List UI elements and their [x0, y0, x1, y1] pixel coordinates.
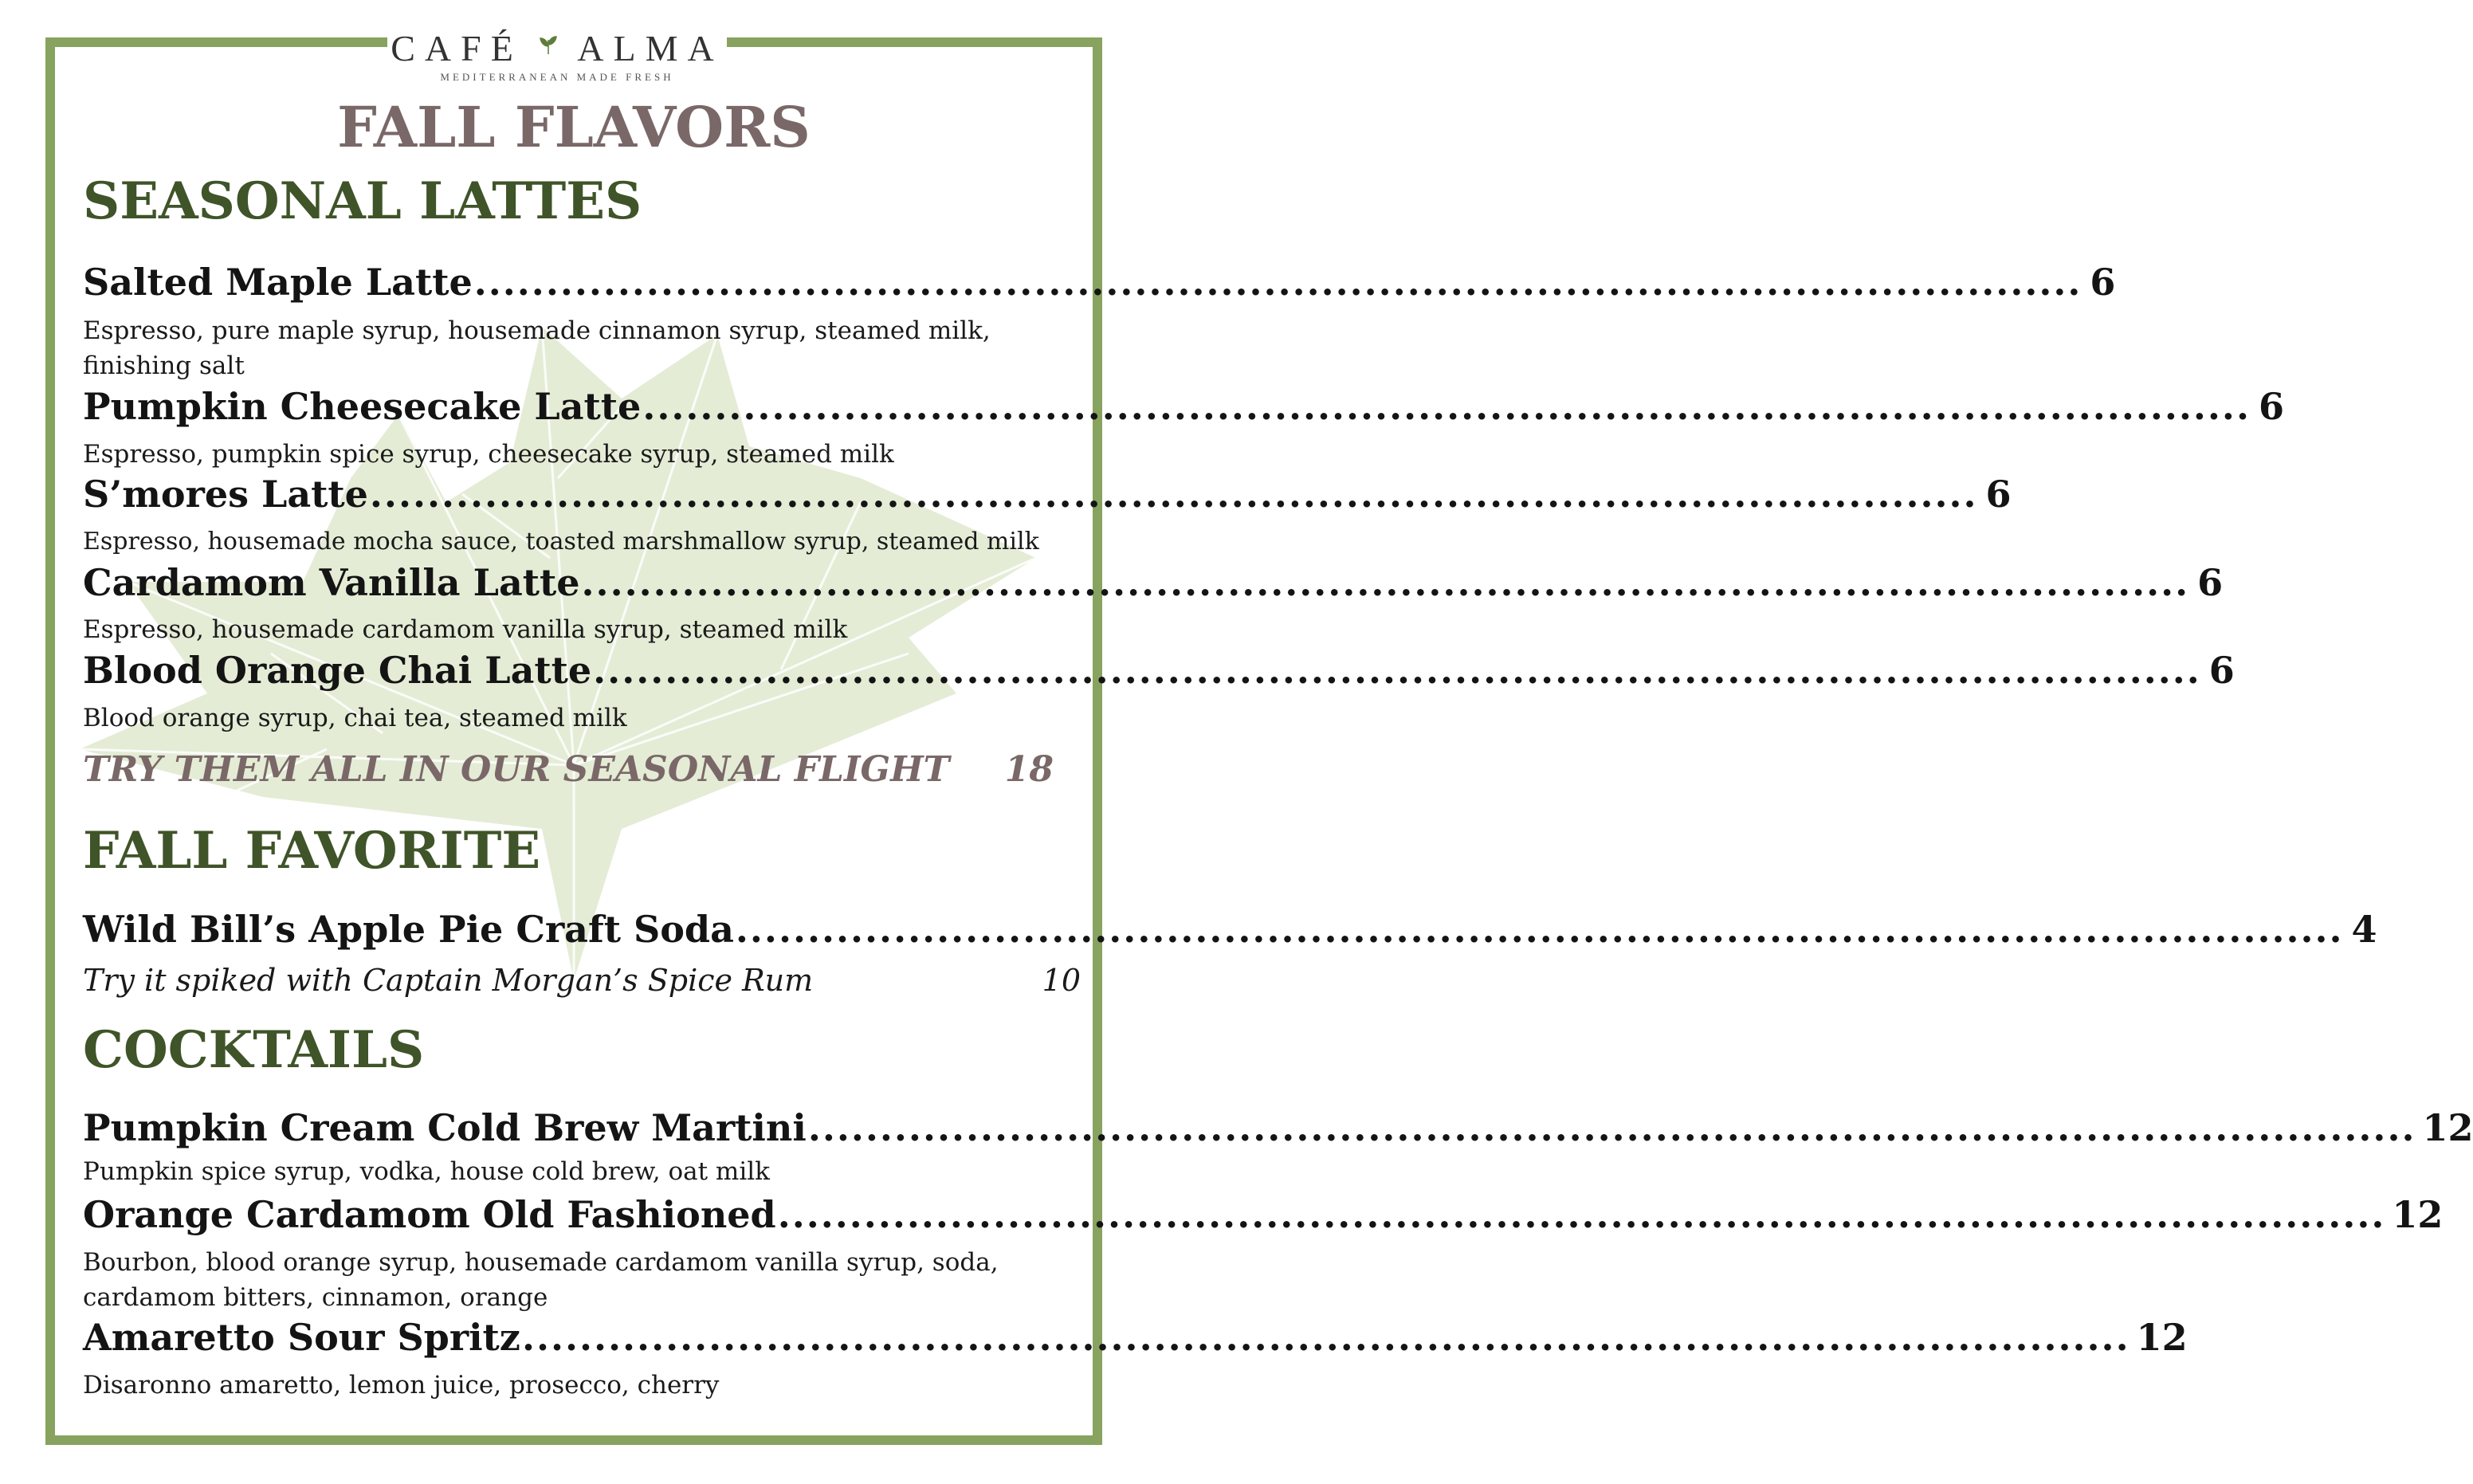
item-description: Bourbon, blood orange syrup, housemade cardamom vanilla syrup, soda, cardamom bitters, cinnamon, orange: [83, 1248, 999, 1312]
menu-item-blood-orange-chai-latte: [83, 648, 2235, 693]
item-name: Salted Maple Latte: [83, 261, 473, 304]
menu-item-pumpkin-cream-martini: [83, 1105, 2473, 1150]
section-heading-seasonal-lattes: SEASONAL LATTES: [83, 171, 642, 231]
dot-leader: ................................................................................................................: [807, 1106, 2416, 1149]
dot-leader: ................................................................................................................: [642, 385, 2251, 428]
item-price: 6: [2208, 649, 2235, 692]
dot-leader: ................................................................................................................: [581, 561, 2190, 604]
item-description: Espresso, housemade cardamom vanilla syrup, steamed milk: [83, 615, 848, 644]
item-price: 4: [2351, 908, 2377, 951]
dot-leader: ................................................................................................................: [473, 261, 2082, 304]
item-description: Pumpkin spice syrup, vodka, house cold brew, oat milk: [83, 1157, 770, 1186]
item-price: 12: [2422, 1106, 2473, 1149]
brand-name: [387, 22, 727, 70]
brand-tagline: MEDITERRANEAN MADE FRESH: [440, 71, 674, 83]
item-name: Amaretto Sour Spritz: [83, 1316, 520, 1359]
brand-logo: [387, 22, 727, 89]
leaf-icon: [538, 35, 559, 56]
spiked-label: Try it spiked with Captain Morgan’s Spice Rum: [83, 963, 814, 998]
item-price: 6: [2197, 561, 2224, 604]
menu-item-salted-maple-latte: [83, 260, 2116, 304]
menu-item-pumpkin-cheesecake-latte: [83, 384, 2284, 429]
item-name: Blood Orange Chai Latte: [83, 649, 592, 692]
section-heading-cocktails: COCKTAILS: [83, 1020, 425, 1080]
item-name: S’mores Latte: [83, 473, 368, 516]
flight-price: 18: [1004, 749, 1054, 790]
spiked-option-row: [83, 961, 1081, 999]
section-heading-fall-favorite: FALL FAVORITE: [83, 821, 541, 881]
brand-name-left: CAFÉ: [391, 28, 523, 69]
item-price: 12: [2392, 1193, 2444, 1236]
spiked-price: 10: [1042, 963, 1081, 998]
item-price: 12: [2136, 1316, 2188, 1359]
item-description: Espresso, pumpkin spice syrup, cheesecake syrup, steamed milk: [83, 440, 894, 469]
item-description: Blood orange syrup, chai tea, steamed milk: [83, 704, 627, 732]
item-description: Espresso, pure maple syrup, housemade cinnamon syrup, steamed milk, finishing salt: [83, 316, 991, 380]
dot-leader: ................................................................................................................: [777, 1193, 2386, 1236]
dot-leader: ................................................................................................................: [369, 473, 1978, 516]
page-title: FALL FLAVORS: [337, 94, 811, 160]
menu-item-apple-pie-soda: [83, 907, 2377, 952]
item-price: 6: [1985, 473, 2012, 516]
item-price: 6: [2090, 261, 2116, 304]
flight-label: TRY THEM ALL IN OUR SEASONAL FLIGHT: [83, 749, 950, 790]
item-name: Cardamom Vanilla Latte: [83, 561, 580, 604]
brand-name-right: ALMA: [577, 28, 724, 69]
item-name: Pumpkin Cream Cold Brew Martini: [83, 1106, 807, 1149]
menu-item-orange-cardamom-old-fashioned: [83, 1192, 2444, 1237]
item-description: Espresso, housemade mocha sauce, toasted marshmallow syrup, steamed milk: [83, 528, 1039, 556]
seasonal-flight-row: [83, 748, 1068, 792]
dot-leader: ................................................................................................................: [593, 649, 2201, 692]
item-name: Pumpkin Cheesecake Latte: [83, 385, 642, 428]
item-name: Wild Bill’s Apple Pie Craft Soda: [83, 908, 734, 951]
menu-item-amaretto-sour-spritz: [83, 1315, 2188, 1360]
dot-leader: ................................................................................................................: [521, 1316, 2130, 1359]
item-description: Disaronno amaretto, lemon juice, prosecco, cherry: [83, 1371, 720, 1400]
menu-item-cardamom-vanilla-latte: [83, 560, 2224, 605]
menu-item-smores-latte: [83, 472, 2012, 516]
item-price: 6: [2258, 385, 2284, 428]
dot-leader: ................................................................................................................: [735, 908, 2344, 951]
item-name: Orange Cardamom Old Fashioned: [83, 1193, 776, 1236]
